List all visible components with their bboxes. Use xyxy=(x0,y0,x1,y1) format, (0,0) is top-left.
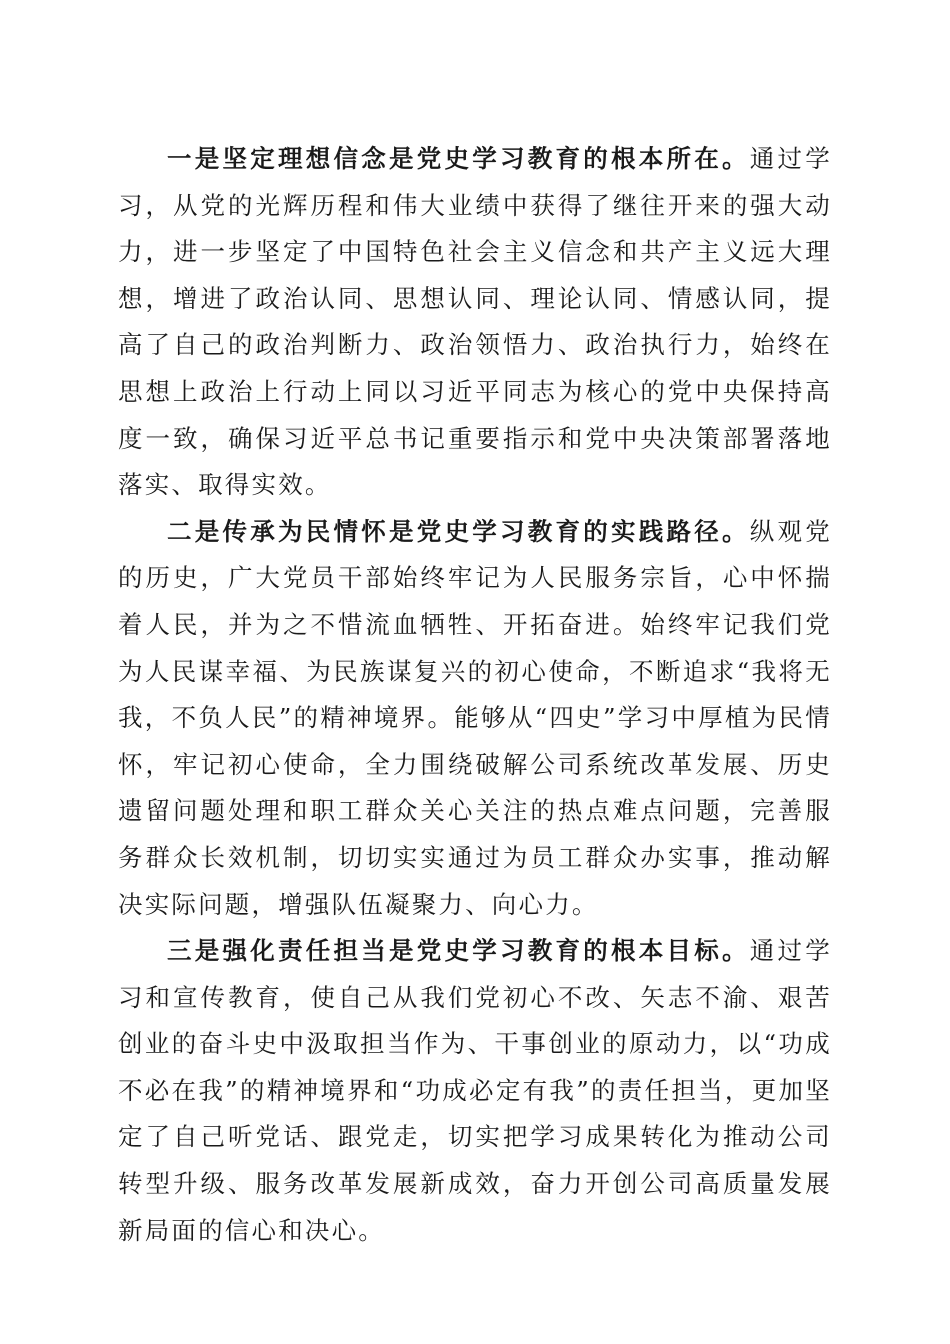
document-body xyxy=(118,136,832,1254)
paragraph-3-lead: 三是强化责任担当是党史学习教育的根本目标。 xyxy=(167,936,750,966)
paragraph-1-lead: 一是坚定理想信念是党史学习教育的根本所在。 xyxy=(167,144,750,173)
paragraph-2-body: 纵观党的历史，广大党员干部始终牢记为人民服务宗旨，心中怀揣着人民，并为之不惜流血牺牲、开拓奋进。始终牢记我们党为人民谋幸福、为民族谋复兴的初心使命，不断追求“我将无我，不负人民”的精神境界。能够从“四史”学习中厚植为民情怀，牢记初心使命，全力围绕破解公司系统改革发展、历史遗留问题处理和职工群众关心关注的热点难点问题，完善服务群众长效机制，切切实实通过为员工群众办实事，推动解决实际问题，增强队伍凝聚力、向心力。 xyxy=(118,516,833,919)
paragraph-1-body: 通过学习，从党的光辉历程和伟大业绩中获得了继往开来的强大动力，进一步坚定了中国特色社会主义信念和共产主义远大理想，增进了政治认同、思想认同、理论认同、情感认同，提高了自己的政治判断力、政治领悟力、政治执行力，始终在思想上政治上行动上同以习近平同志为核心的党中央保持高度一致，确保习近平总书记重要指示和党中央决策部署落地落实、取得实效。 xyxy=(118,144,833,500)
paragraph-2 xyxy=(118,509,832,928)
paragraph-2-lead: 二是传承为民情怀是党史学习教育的实践路径。 xyxy=(167,516,750,546)
paragraph-3-body: 通过学习和宣传教育，使自己从我们党初心不改、矢志不渝、艰苦创业的奋斗史中汲取担当作为、干事创业的原动力，以“功成不必在我”的精神境界和“功成必定有我”的责任担当，更加坚定了自己听党话、跟党走，切实把学习成果转化为推动公司转型升级、服务改革发展新成效，奋力开创公司高质量发展新局面的信心和决心。 xyxy=(118,936,833,1245)
paragraph-1 xyxy=(118,136,832,509)
paragraph-3 xyxy=(118,928,832,1254)
